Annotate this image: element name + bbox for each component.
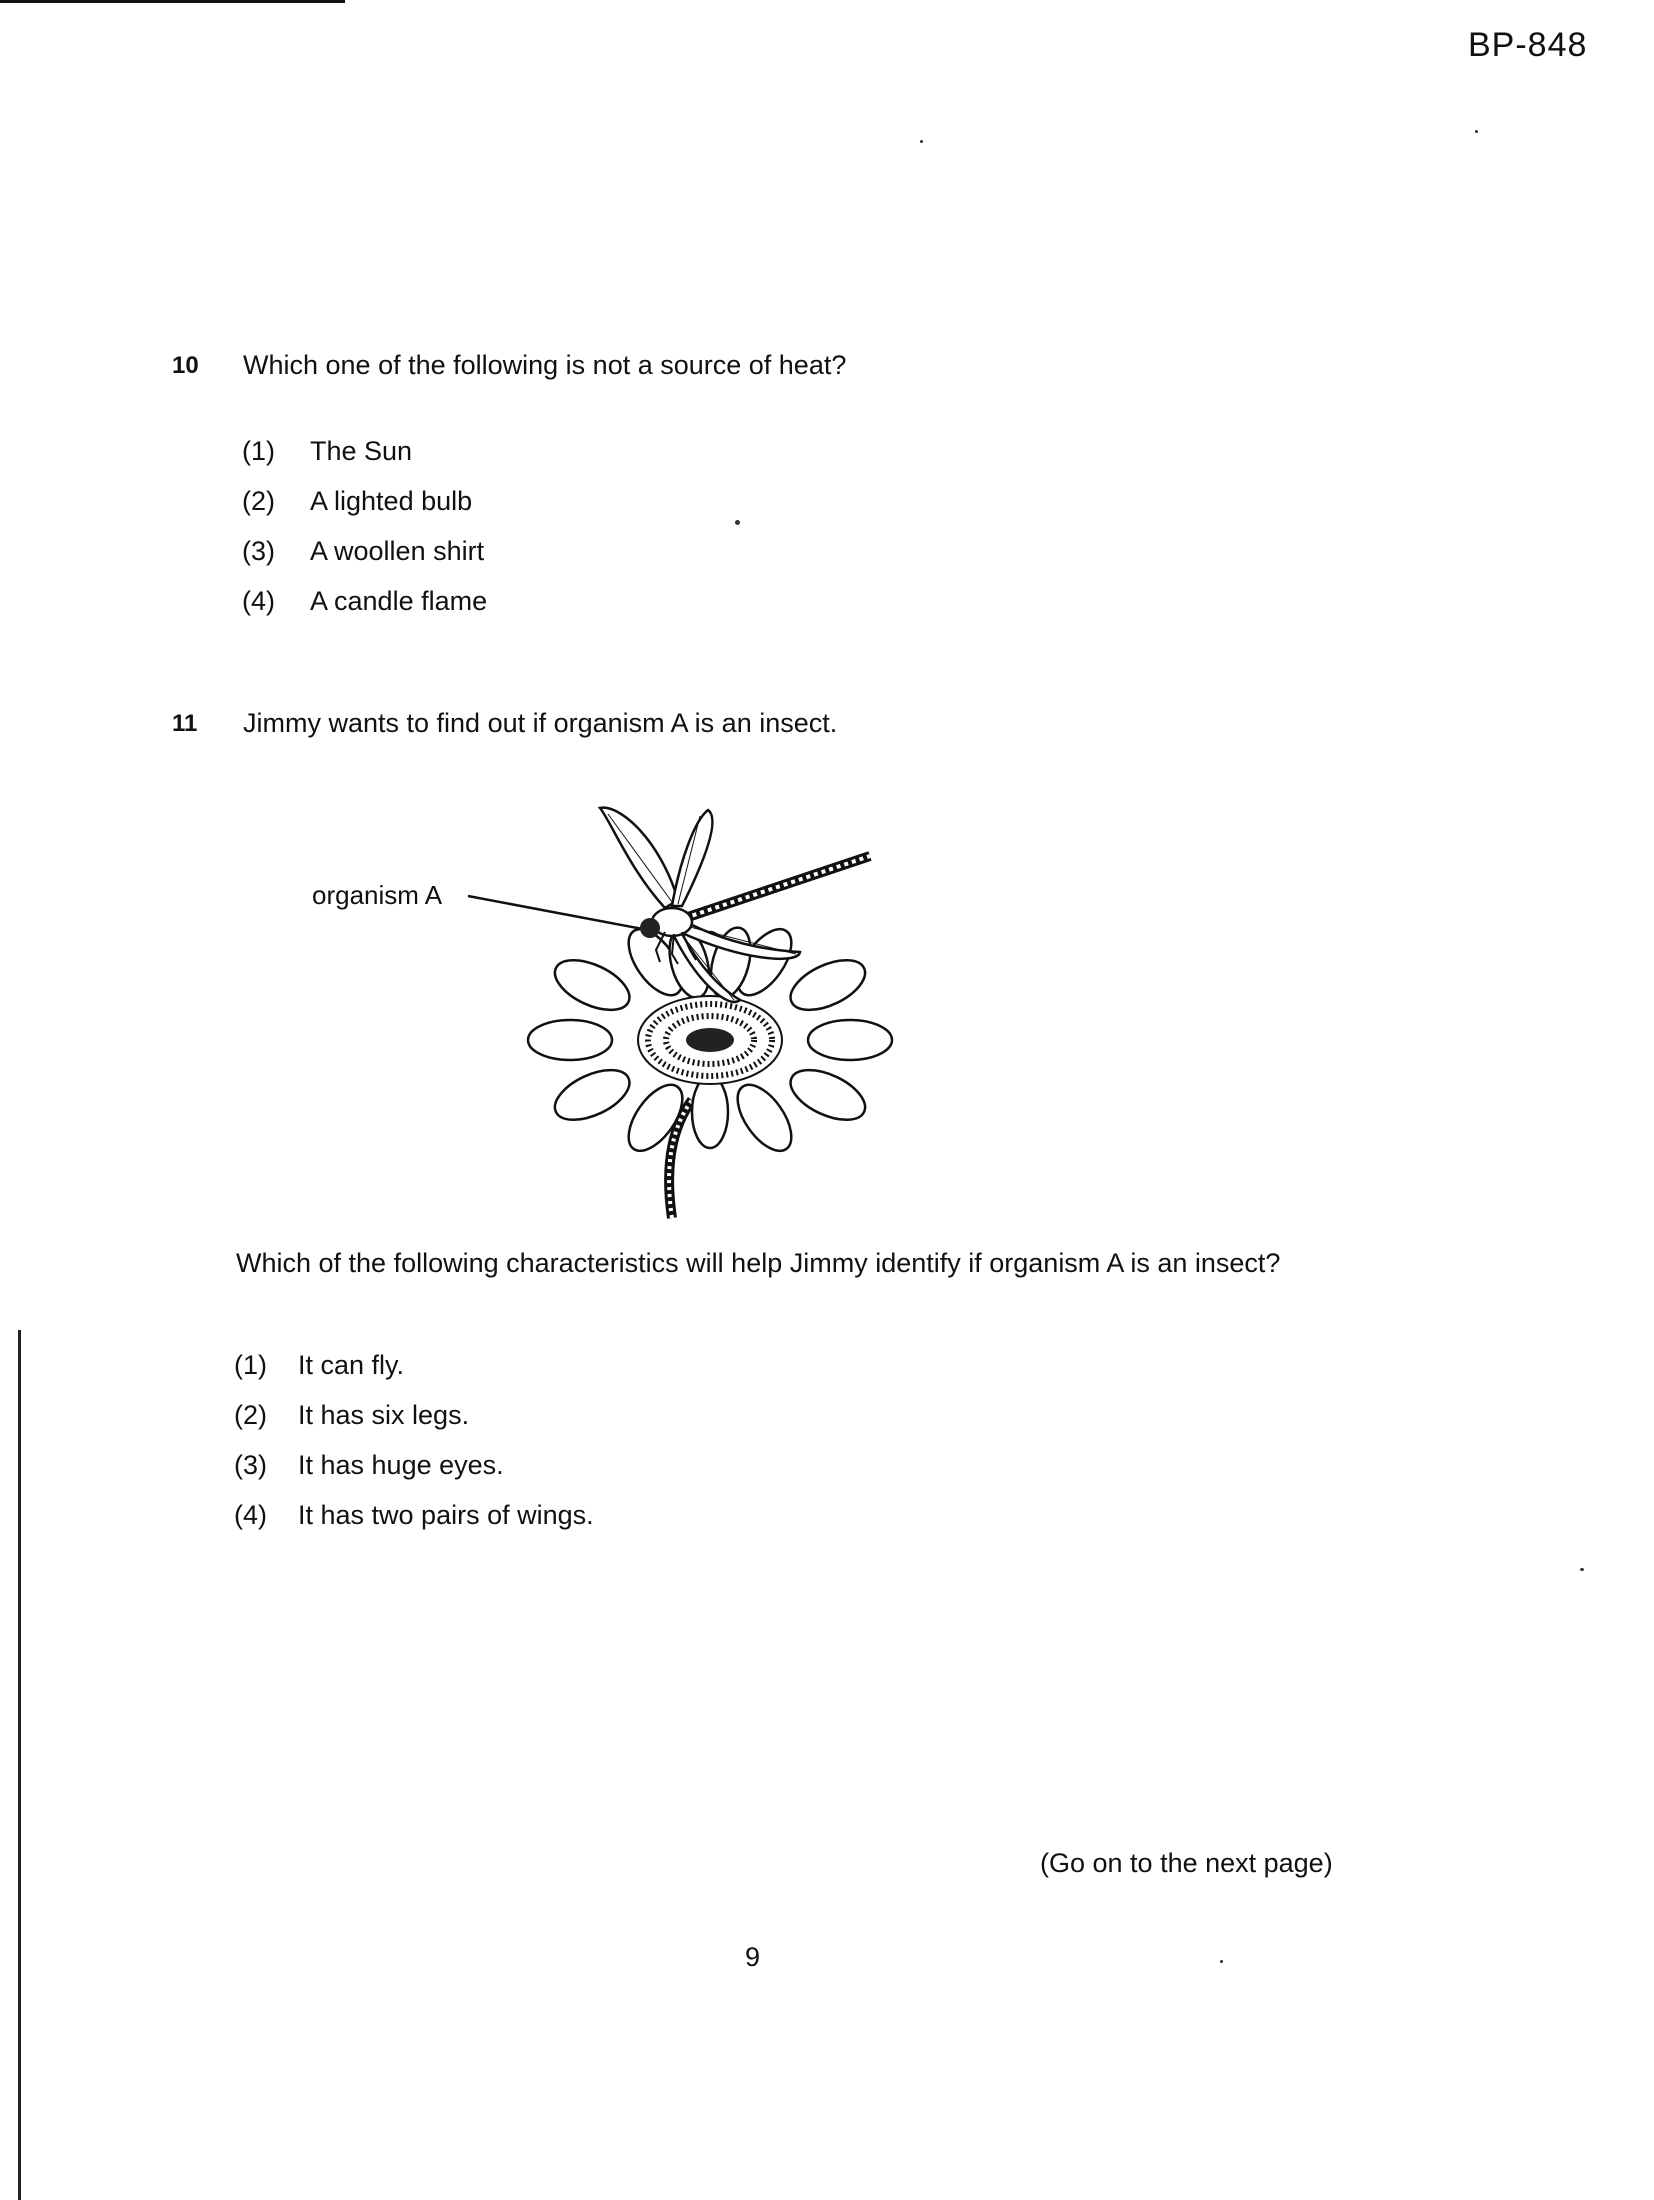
- option-number: (1): [234, 1350, 267, 1380]
- question-11-option-2: [234, 1400, 469, 1431]
- question-10-text: Which one of the following is not a source of heat?: [243, 350, 847, 380]
- question-10-option-3: [242, 536, 484, 567]
- option-text: A lighted bulb: [310, 486, 473, 516]
- dragonfly-on-flower-figure: [460, 800, 940, 1220]
- question-11-number: 11: [172, 710, 198, 737]
- question-10-option-2: [242, 486, 472, 517]
- question-11-text: Jimmy wants to find out if organism A is an insect.: [243, 708, 838, 738]
- label-leader-line: [468, 896, 648, 930]
- option-text: It can fly.: [298, 1350, 405, 1380]
- go-on-next-page-note: (Go on to the next page): [1040, 1848, 1333, 1878]
- option-text: It has huge eyes.: [298, 1450, 504, 1480]
- question-11-prompt: Which of the following characteristics will help Jimmy identify if organism A is an insect?: [236, 1248, 1281, 1278]
- option-text: It has two pairs of wings.: [298, 1500, 594, 1530]
- option-text: The Sun: [310, 436, 413, 466]
- top-scan-rule: [0, 0, 345, 3]
- option-number: (1): [242, 436, 275, 466]
- page-code: BP-848: [1468, 26, 1588, 64]
- scan-speck: [1580, 1568, 1584, 1571]
- option-text: A candle flame: [310, 586, 488, 616]
- dragonfly-head: [640, 918, 660, 938]
- question-10-option-4: [242, 586, 487, 617]
- scan-speck: [1220, 1960, 1223, 1963]
- option-number: (3): [234, 1450, 267, 1480]
- question-10-option-1: [242, 436, 412, 467]
- option-number: (4): [242, 586, 275, 616]
- scan-speck: [735, 520, 740, 525]
- page-number: 9: [745, 1942, 761, 1972]
- question-11-option-1: [234, 1350, 404, 1381]
- left-margin-rule: [18, 1330, 21, 2200]
- question-11-option-3: [234, 1450, 504, 1481]
- flower-center-core: [686, 1028, 734, 1052]
- option-text: It has six legs.: [298, 1400, 470, 1430]
- question-11-option-4: [234, 1500, 594, 1531]
- option-text: A woollen shirt: [310, 536, 485, 566]
- scan-speck: [1475, 130, 1478, 133]
- figure-label-organism-a: organism A: [312, 880, 443, 910]
- scan-speck: [920, 140, 923, 143]
- question-10-number: 10: [172, 352, 199, 379]
- option-number: (3): [242, 536, 275, 566]
- option-number: (2): [242, 486, 275, 516]
- option-number: (2): [234, 1400, 267, 1430]
- option-number: (4): [234, 1500, 267, 1530]
